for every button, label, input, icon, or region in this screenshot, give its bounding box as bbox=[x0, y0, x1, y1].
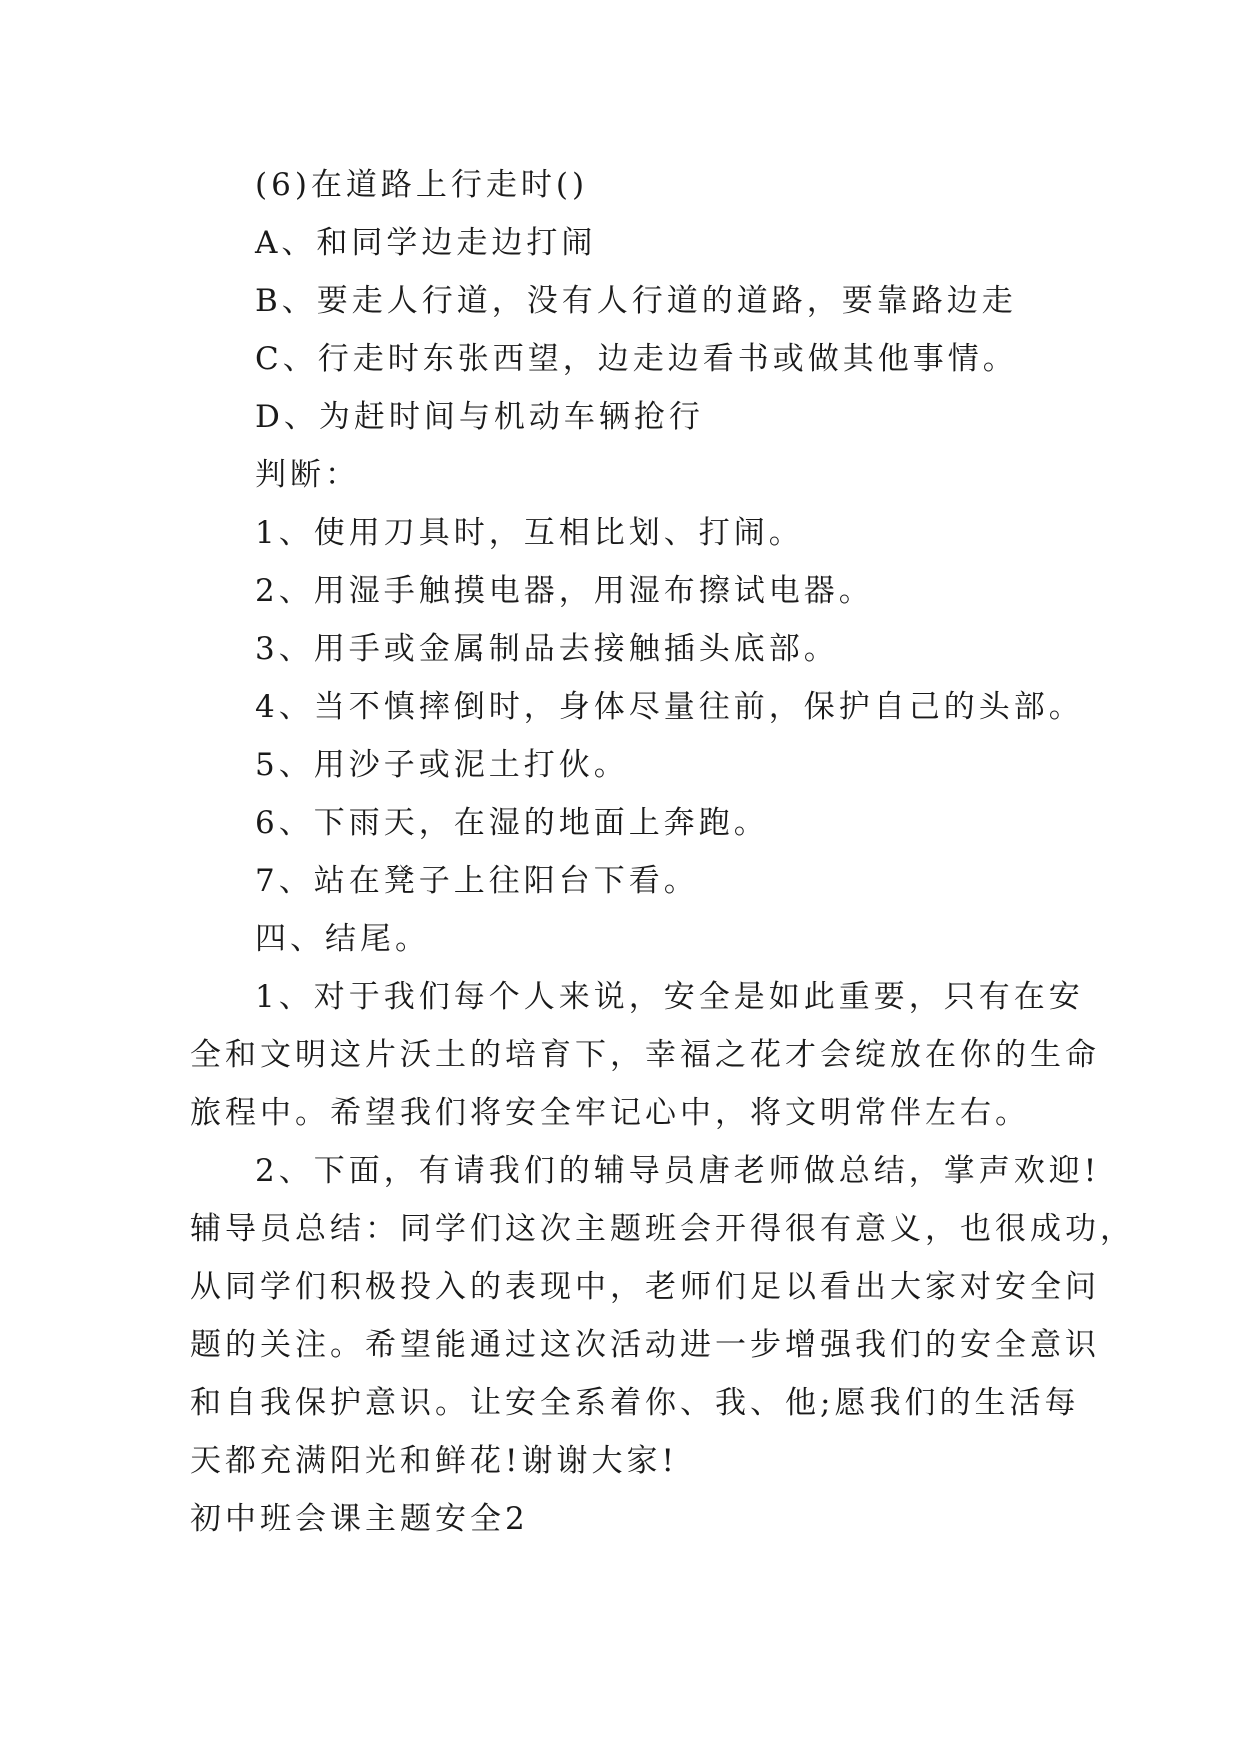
paragraph-2-line-1: 2、下面，有请我们的辅导员唐老师做总结，掌声欢迎! bbox=[255, 1153, 1101, 1189]
judgment-item-4: 4、当不慎摔倒时，身体尽量往前，保护自己的头部。 bbox=[255, 689, 1084, 725]
paragraph-2-line-6: 天都充满阳光和鲜花!谢谢大家! bbox=[190, 1443, 678, 1479]
option-b-text: B、要走人行道，没有人行道的道路，要靠路边走 bbox=[255, 283, 1017, 319]
paragraph-1-line-1: 1、对于我们每个人来说，安全是如此重要，只有在安 bbox=[255, 979, 1084, 1015]
judgment-item-6: 6、下雨天，在湿的地面上奔跑。 bbox=[255, 805, 769, 841]
judgment-item-5: 5、用沙子或泥土打伙。 bbox=[255, 747, 629, 783]
judgment-item-3: 3、用手或金属制品去接触插头底部。 bbox=[255, 631, 839, 667]
paragraph-1-line-2: 全和文明这片沃土的培育下，幸福之花才会绽放在你的生命 bbox=[190, 1037, 1100, 1073]
paragraph-2-line-2: 辅导员总结：同学们这次主题班会开得很有意义，也很成功， bbox=[190, 1211, 1135, 1247]
paragraph-2-line-5: 和自我保护意识。让安全系着你、我、他;愿我们的生活每 bbox=[190, 1385, 1080, 1421]
option-c-text: C、行走时东张西望，边走边看书或做其他事情。 bbox=[255, 341, 1018, 377]
option-a-text: A、和同学边走边打闹 bbox=[255, 225, 597, 261]
paragraph-1-line-3: 旅程中。希望我们将安全牢记心中，将文明常伴左右。 bbox=[190, 1095, 1030, 1131]
next-section-title: 初中班会课主题安全2 bbox=[190, 1501, 529, 1537]
paragraph-2-line-4: 题的关注。希望能通过这次活动进一步增强我们的安全意识 bbox=[190, 1327, 1100, 1363]
judgment-item-1: 1、使用刀具时，互相比划、打闹。 bbox=[255, 515, 804, 551]
option-d-text: D、为赶时间与机动车辆抢行 bbox=[255, 399, 704, 435]
judgment-heading: 判断： bbox=[255, 457, 360, 493]
section-four-heading: 四、结尾。 bbox=[255, 921, 430, 957]
question-6-text: (6)在道路上行走时() bbox=[255, 167, 589, 203]
judgment-item-2: 2、用湿手触摸电器，用湿布擦试电器。 bbox=[255, 573, 874, 609]
paragraph-2-line-3: 从同学们积极投入的表现中，老师们足以看出大家对安全问 bbox=[190, 1269, 1100, 1305]
judgment-item-7: 7、站在凳子上往阳台下看。 bbox=[255, 863, 699, 899]
